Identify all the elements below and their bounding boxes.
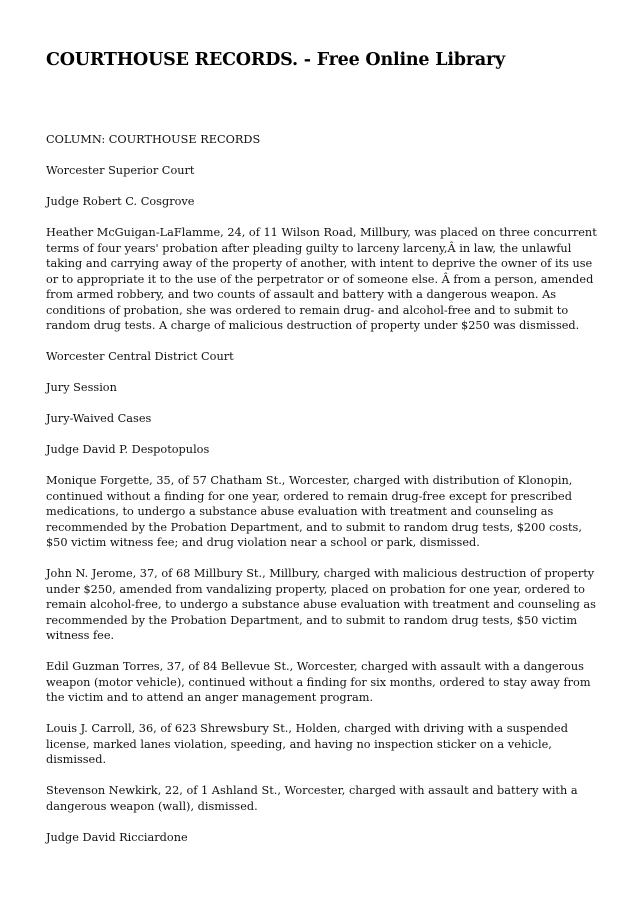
court-heading-superior: Worcester Superior Court [46,164,195,177]
judge-heading-ricciardone: Judge David Ricciardone [46,830,188,844]
article-body [46,132,598,861]
case-paragraph: Heather McGuigan-LaFlamme, 24, of 11 Wilson Road, Millbury, was placed on three concurrent terms of four years' probation after pleading guilty to larceny larceny,Â in law, the unlawful taking and carrying away of the property of another, with intent to deprive the owner of its use or to appropriate it to the use of the perpetrator or of someone else. Â from a person, amended from armed robbery, and two counts of assault and battery with a dangerous weapon. As conditions of probation, she was ordered to remain drug- and alcohol-free and to submit to random drug tests. A charge of malicious destruction of property under $250 was dismissed. [46,226,597,332]
case-paragraph: Monique Forgette, 35, of 57 Chatham St., Worcester, charged with distribution of Klonopin, continued without a finding for one year, ordered to remain drug-free except for prescribed medications, to undergo a substance abuse evaluation with treatment and counseling as recommended by the Probation Department, and to submit to random drug tests, $200 costs, $50 victim witness fee; and drug violation near a school or park, dismissed. [46,474,582,549]
cases-heading: Jury-Waived Cases [46,412,152,425]
case-paragraph: Edil Guzman Torres, 37, of 84 Bellevue St., Worcester, charged with assault with a dangerous weapon (motor vehicle), continued without a finding for six months, ordered to stay away from the victim and to attend an anger management program. [46,660,591,704]
session-heading: Jury Session [46,381,117,394]
case-paragraph: Louis J. Carroll, 36, of 623 Shrewsbury St., Holden, charged with driving with a suspended license, marked lanes violation, speeding, and having no inspection sticker on a vehicle, dismissed. [46,722,568,766]
court-heading-central-district: Worcester Central District Court [46,350,234,363]
case-paragraph: Stevenson Newkirk, 22, of 1 Ashland St., Worcester, charged with assault and battery with a dangerous weapon (wall), dismissed. [46,784,578,813]
page-title: COURTHOUSE RECORDS. - Free Online Library [46,50,505,70]
judge-heading-despotopulos: Judge David P. Despotopulos [46,443,210,456]
judge-heading-cosgrove: Judge Robert C. Cosgrove [46,195,195,208]
column-heading: COLUMN: COURTHOUSE RECORDS [46,133,261,146]
case-paragraph: John N. Jerome, 37, of 68 Millbury St., Millbury, charged with malicious destruction of property under $250, amended from vandalizing property, placed on probation for one year, ordered to remain alcohol-free, to undergo a substance abuse evaluation with treatment and counseling as recommended by the Probation Department, and to submit to random drug tests, $50 victim witness fee. [46,567,596,642]
